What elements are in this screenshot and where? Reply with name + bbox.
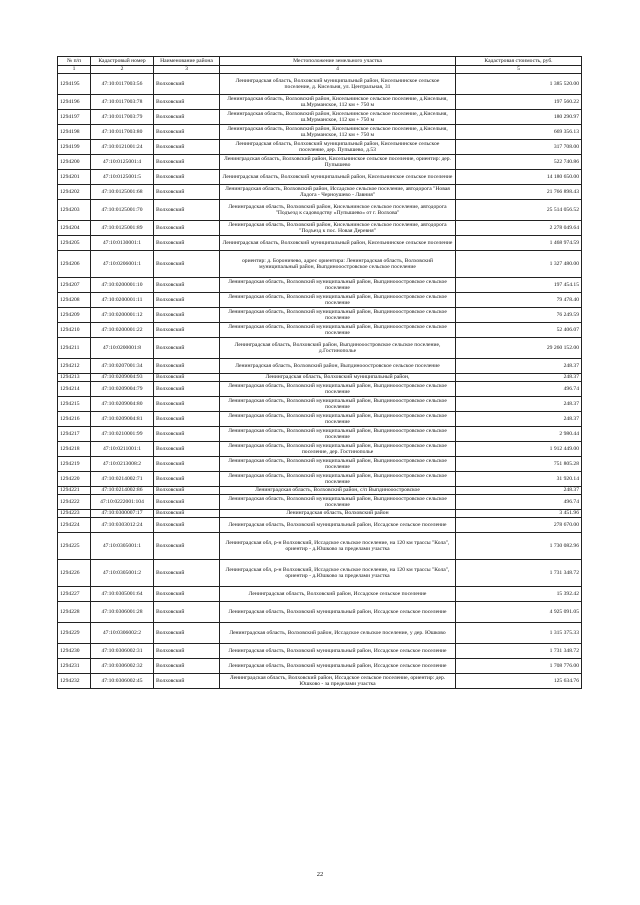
cadastral-value: 1 730 082.96	[456, 533, 582, 560]
table-row	[58, 221, 582, 236]
location-address: Ленинградская область, Волховский муниципальный район, Выпдинооостровское сельское поселение	[220, 412, 456, 427]
district-name: Волховский	[154, 359, 220, 374]
cadastral-value: 496.74	[456, 382, 582, 397]
row-number: 1294223	[58, 510, 91, 518]
location-address: Ленинградская область, Волховский муниципальный район, Выпдинооостровское сельское поселение	[220, 427, 456, 442]
cadastral-number: 47:10:0207001:34	[91, 359, 154, 374]
table-row	[58, 323, 582, 338]
location-address: Ленинградская область, Волховский район, Кисельнинское сельское поселение, автодорога "Подъезд к пос. Новая Деревня"	[220, 221, 456, 236]
cadastral-value: 31 920.14	[456, 472, 582, 487]
table-row	[58, 155, 582, 170]
cadastral-number: 47:10:0306001:28	[91, 602, 154, 623]
location-address: Ленинградская область, Волховский район, с/п Выпдинооостровское	[220, 487, 456, 495]
row-number: 1294218	[58, 442, 91, 457]
location-address: Ленинградская область, Волховский муниципальный район, Выпдинооостровское сельское поселение	[220, 472, 456, 487]
location-address: Ленинградская область, Волховский муниципальный район,	[220, 374, 456, 382]
cadastral-value: 180 290.97	[456, 110, 582, 125]
row-number: 1294204	[58, 221, 91, 236]
district-name: Волховский	[154, 308, 220, 323]
table-row	[58, 487, 582, 495]
cadastral-value: 669 356.13	[456, 125, 582, 140]
row-number: 1294224	[58, 518, 91, 533]
row-number: 1294198	[58, 125, 91, 140]
cadastral-value: 52 406.07	[456, 323, 582, 338]
cadastral-number: 47:10:0130001:1	[91, 236, 154, 251]
table-row	[58, 278, 582, 293]
table-row	[58, 338, 582, 359]
district-name: Волховский	[154, 457, 220, 472]
cadastral-number: 47:10:0306002:32	[91, 659, 154, 674]
cadastral-value: 2 980.44	[456, 427, 582, 442]
district-name: Волховский	[154, 236, 220, 251]
cadastral-number: 47:10:0125001:89	[91, 221, 154, 236]
cadastral-number: 47:10:0200001:22	[91, 323, 154, 338]
district-name: Волховский	[154, 200, 220, 221]
table-row	[58, 659, 582, 674]
cadastral-number: 47:10:0125001:70	[91, 200, 154, 221]
district-name: Волховский	[154, 412, 220, 427]
location-address: Ленинградская область, Волховский муниципальный район, Иссадское сельское поселение	[220, 659, 456, 674]
cadastral-number: 47:10:0200001:11	[91, 293, 154, 308]
location-address: Ленинградская область, Волховский муниципальный район, Кисельнинское сельское поселение, дер. Пупышево, д.53	[220, 140, 456, 155]
cadastral-value: 4 925 091.05	[456, 602, 582, 623]
table-row	[58, 308, 582, 323]
district-name: Волховский	[154, 278, 220, 293]
cadastral-value: 2 278 049.64	[456, 221, 582, 236]
cadastral-value: 1 912 449.00	[456, 442, 582, 457]
table-row	[58, 674, 582, 689]
cadastral-number: 47:10:0200001:12	[91, 308, 154, 323]
table-row	[58, 251, 582, 278]
row-number: 1294222	[58, 495, 91, 510]
cadastral-value: 522 740.86	[456, 155, 582, 170]
cadastral-number: 47:10:0117003:79	[91, 110, 154, 125]
table-row	[58, 510, 582, 518]
table-row	[58, 457, 582, 472]
cadastral-value: 248.37	[456, 487, 582, 495]
district-name: Волховский	[154, 95, 220, 110]
row-number: 1294200	[58, 155, 91, 170]
district-name: Волховский	[154, 293, 220, 308]
row-number: 1294202	[58, 185, 91, 200]
cadastral-number: 47:10:0200001:8	[91, 338, 154, 359]
cadastral-number: 47:10:0200001:10	[91, 278, 154, 293]
cadastral-value: 1 327 480.00	[456, 251, 582, 278]
table-row	[58, 170, 582, 185]
cadastral-number: 47:10:0214002:71	[91, 472, 154, 487]
district-name: Волховский	[154, 323, 220, 338]
row-number: 1294208	[58, 293, 91, 308]
table-row	[58, 602, 582, 623]
cadastral-number: 47:10:0213008:2	[91, 457, 154, 472]
header-no: № п/п	[58, 57, 91, 66]
cadastral-number: 47:10:0121001:24	[91, 140, 154, 155]
cadastral-value: 496.74	[456, 495, 582, 510]
district-name: Волховский	[154, 221, 220, 236]
location-address: Ленинградская область, Волховский муниципальный район, Выпдинооостровское сельское поселение	[220, 308, 456, 323]
table-row	[58, 382, 582, 397]
cadastral-number: 47:10:0214002:86	[91, 487, 154, 495]
district-name: Волховский	[154, 170, 220, 185]
district-name: Волховский	[154, 623, 220, 644]
location-address: Ленинградская область, Волховский муниципальный район, Кисельнинское сельское поселение	[220, 170, 456, 185]
table-row	[58, 140, 582, 155]
district-name: Волховский	[154, 487, 220, 495]
location-address: Ленинградская область, Волховский муниципальный район, Выпдинооостровское сельское поселение	[220, 397, 456, 412]
cadastral-number: 47:10:0209004:81	[91, 412, 154, 427]
location-address: Ленинградская область, Волховский муниципальный район, Кисельнинское сельское поселение, д. Кисельня, ул. Центральная, 31	[220, 74, 456, 95]
cadastral-number: 47:10:0306002:45	[91, 674, 154, 689]
location-address: Ленинградская обл, р-н Волховский, Иссадское сельское поселение, на 120 км трассы "Кола", ориентир - д.Юшково за пределами участка	[220, 560, 456, 587]
cadastral-number: 47:10:0306002:2	[91, 623, 154, 644]
row-number: 1294219	[58, 457, 91, 472]
column-number: 3	[154, 66, 220, 74]
district-name: Волховский	[154, 338, 220, 359]
cadastral-value: 197 560.22	[456, 95, 582, 110]
cadastral-value: 317 708.00	[456, 140, 582, 155]
district-name: Волховский	[154, 659, 220, 674]
location-address: Ленинградская область, Волховский муниципальный район, Иссадское сельское поселение	[220, 644, 456, 659]
cadastral-value: 3 451.96	[456, 510, 582, 518]
table-header-row	[58, 57, 582, 66]
column-number: 1	[58, 66, 91, 74]
cadastral-value: 25 514 056.52	[456, 200, 582, 221]
table-row	[58, 374, 582, 382]
district-name: Волховский	[154, 140, 220, 155]
location-address: Ленинградская область, Волховский район, Кисельнинское сельское поселение, д.Кисельня, ш.Мурманское, 112 км + 750 м	[220, 95, 456, 110]
cadastral-number: 47:10:0206001:1	[91, 251, 154, 278]
district-name: Волховский	[154, 533, 220, 560]
location-address: Ленинградская область, Волховский район	[220, 510, 456, 518]
location-address: Ленинградская область, Волховский муниципальный район, Выпдинооостровское сельское поселение	[220, 457, 456, 472]
cadastral-value: 248.37	[456, 359, 582, 374]
table-row	[58, 74, 582, 95]
row-number: 1294197	[58, 110, 91, 125]
district-name: Волховский	[154, 510, 220, 518]
cadastral-number: 47:10:0117003:56	[91, 74, 154, 95]
cadastral-number: 47:10:0125001:68	[91, 185, 154, 200]
table-row	[58, 185, 582, 200]
row-number: 1294211	[58, 338, 91, 359]
cadastral-number: 47:10:0209004:93	[91, 374, 154, 382]
row-number: 1294231	[58, 659, 91, 674]
district-name: Волховский	[154, 110, 220, 125]
table-row	[58, 442, 582, 457]
table-row	[58, 623, 582, 644]
cadastral-number: 47:10:0125001:5	[91, 170, 154, 185]
page-number: 22	[316, 871, 324, 878]
location-address: Ленинградская область, Волховский район, Кисельнинское сельское поселение, ориентир: дер. Пупышево	[220, 155, 456, 170]
cadastral-number: 47:10:0125001:4	[91, 155, 154, 170]
location-address: Ленинградская область, Волховский муниципальный район, Выпдинооостровское сельское поселение	[220, 293, 456, 308]
table-row	[58, 125, 582, 140]
location-address: Ленинградская область, Волховский муниципальный район, Иссадское сельское поселение	[220, 518, 456, 533]
row-number: 1294232	[58, 674, 91, 689]
cadastral-value: 76 249.59	[456, 308, 582, 323]
location-address: Ленинградская область, Волховский район, Выпдинооостровское сельское поселение	[220, 359, 456, 374]
location-address: ориентир: д. Бороничево, адрес ориентира: Ленинградская область, Волховский муниципальный район, Выпдинооостровское сельское поселение	[220, 251, 456, 278]
cadastral-number: 47:10:0303012:24	[91, 518, 154, 533]
district-name: Волховский	[154, 397, 220, 412]
table-row	[58, 644, 582, 659]
cadastral-value: 1 468 974.59	[456, 236, 582, 251]
district-name: Волховский	[154, 155, 220, 170]
cadastral-value: 125 634.76	[456, 674, 582, 689]
cadastral-value: 79 478.40	[456, 293, 582, 308]
table-row	[58, 397, 582, 412]
row-number: 1294225	[58, 533, 91, 560]
district-name: Волховский	[154, 427, 220, 442]
district-name: Волховский	[154, 374, 220, 382]
row-number: 1294221	[58, 487, 91, 495]
district-name: Волховский	[154, 125, 220, 140]
row-number: 1294199	[58, 140, 91, 155]
row-number: 1294213	[58, 374, 91, 382]
location-address: Ленинградская область, Волховский район, Выпдинооостровское сельское поселение, д.Гостинополье	[220, 338, 456, 359]
location-address: Ленинградская область, Волховский район, Кисельнинское сельское поселение, автодорога "Подъезд к садоводству «Пупышево» от г. Волхова"	[220, 200, 456, 221]
cadastral-number: 47:10:0210001:99	[91, 427, 154, 442]
row-number: 1294220	[58, 472, 91, 487]
cadastral-number: 47:10:0209004:79	[91, 382, 154, 397]
cadastral-number: 47:10:0305001:1	[91, 533, 154, 560]
district-name: Волховский	[154, 382, 220, 397]
cadastral-value: 21 766 898.43	[456, 185, 582, 200]
row-number: 1294203	[58, 200, 91, 221]
table-row	[58, 560, 582, 587]
district-name: Волховский	[154, 472, 220, 487]
location-address: Ленинградская область, Волховский муниципальный район, Выпдинооостровское сельское поселение, дер. Гостинополье	[220, 442, 456, 457]
location-address: Ленинградская область, Волховский муниципальный район, Выпдинооостровское сельское поселение	[220, 323, 456, 338]
row-number: 1294214	[58, 382, 91, 397]
cadastral-value: 1 731 348.72	[456, 560, 582, 587]
cadastral-value: 1 708 776.00	[456, 659, 582, 674]
district-name: Волховский	[154, 587, 220, 602]
header-location: Местоположение земельного участка	[220, 57, 456, 66]
table-row	[58, 587, 582, 602]
row-number: 1294217	[58, 427, 91, 442]
row-number: 1294201	[58, 170, 91, 185]
cadastral-value: 1 731 348.72	[456, 644, 582, 659]
cadastral-number: 47:10:0117003:80	[91, 125, 154, 140]
table-row	[58, 495, 582, 510]
table-row	[58, 110, 582, 125]
row-number: 1294227	[58, 587, 91, 602]
cadastral-value: 248.37	[456, 412, 582, 427]
table-row	[58, 200, 582, 221]
location-address: Ленинградская область, Волховский район, Иссадское сельское поселение, ориентир: дер. Юшково - за пределами участка	[220, 674, 456, 689]
cadastral-number: 47:10:0211001:1	[91, 442, 154, 457]
cadastral-value: 1 385 520.00	[456, 74, 582, 95]
cadastral-value: 278 670.00	[456, 518, 582, 533]
location-address: Ленинградская область, Волховский муниципальный район, Выпдинооостровское сельское поселение	[220, 278, 456, 293]
table-row	[58, 95, 582, 110]
header-cadastral-number: Кадастровый номер	[91, 57, 154, 66]
row-number: 1294207	[58, 278, 91, 293]
location-address: Ленинградская область, Волховский муниципальный район, Выпдинооостровское сельское поселение	[220, 382, 456, 397]
location-address: Ленинградская область, Волховский муниципальный район, Иссадское сельское поселение	[220, 602, 456, 623]
district-name: Волховский	[154, 74, 220, 95]
column-number-row	[58, 66, 582, 74]
column-number: 5	[456, 66, 582, 74]
district-name: Волховский	[154, 602, 220, 623]
cadastral-number: 47:10:0222001:104	[91, 495, 154, 510]
location-address: Ленинградская область, Волховский район, Кисельнинское сельское поселение, д.Кисельня, ш.Мурманское, 112 км + 750 м	[220, 110, 456, 125]
table-row	[58, 518, 582, 533]
cadastral-number: 47:10:0306002:31	[91, 644, 154, 659]
table-row	[58, 427, 582, 442]
cadastral-value: 14 180 650.00	[456, 170, 582, 185]
cadastral-value: 751 805.28	[456, 457, 582, 472]
cadastral-value: 197 454.15	[456, 278, 582, 293]
location-address: Ленинградская область, Волховский район, Иссадское сельское поселение	[220, 587, 456, 602]
district-name: Волховский	[154, 495, 220, 510]
district-name: Волховский	[154, 518, 220, 533]
row-number: 1294229	[58, 623, 91, 644]
cadastral-number: 47:10:0305001:64	[91, 587, 154, 602]
cadastral-value: 248.37	[456, 397, 582, 412]
location-address: Ленинградская область, Волховский муниципальный район, Кисельнинское сельское поселение	[220, 236, 456, 251]
column-number: 4	[220, 66, 456, 74]
row-number: 1294209	[58, 308, 91, 323]
cadastral-value-table	[57, 56, 582, 689]
header-district: Наименование района	[154, 57, 220, 66]
table-row	[58, 533, 582, 560]
row-number: 1294215	[58, 397, 91, 412]
cadastral-value: 15 392.42	[456, 587, 582, 602]
row-number: 1294226	[58, 560, 91, 587]
row-number: 1294210	[58, 323, 91, 338]
district-name: Волховский	[154, 644, 220, 659]
cadastral-value: 29 260 152.00	[456, 338, 582, 359]
row-number: 1294195	[58, 74, 91, 95]
table-row	[58, 236, 582, 251]
row-number: 1294212	[58, 359, 91, 374]
header-cadastral-value: Кадастровая стоимость, руб.	[456, 57, 582, 66]
location-address: Ленинградская область, Волховский район, Иссадское сельское поселение, у дер. Юшково	[220, 623, 456, 644]
table-row	[58, 359, 582, 374]
table-row	[58, 412, 582, 427]
row-number: 1294230	[58, 644, 91, 659]
district-name: Волховский	[154, 674, 220, 689]
cadastral-number: 47:10:0209004:80	[91, 397, 154, 412]
location-address: Ленинградская область, Волховский район, Кисельнинское сельское поселение, д.Кисельня, ш.Мурманское, 112 км + 750 м	[220, 125, 456, 140]
row-number: 1294228	[58, 602, 91, 623]
cadastral-number: 47:10:0300007:17	[91, 510, 154, 518]
location-address: Ленинградская обл, р-н Волховский, Иссадское сельское поселение, на 120 км трассы "Кола", ориентир - д.Юшково за пределами участка	[220, 533, 456, 560]
column-number: 2	[91, 66, 154, 74]
location-address: Ленинградская область, Волховский муниципальный район, Выпдинооостровское сельское поселение	[220, 495, 456, 510]
row-number: 1294206	[58, 251, 91, 278]
location-address: Ленинградская область, Волховский район, Иссадское сельское поселение, автодорога "Новая Ладога - Черноушево - Лавния"	[220, 185, 456, 200]
district-name: Волховский	[154, 560, 220, 587]
row-number: 1294216	[58, 412, 91, 427]
row-number: 1294196	[58, 95, 91, 110]
district-name: Волховский	[154, 442, 220, 457]
cadastral-number: 47:10:0305001:2	[91, 560, 154, 587]
table-row	[58, 472, 582, 487]
cadastral-number: 47:10:0117003:78	[91, 95, 154, 110]
cadastral-value: 248.37	[456, 374, 582, 382]
district-name: Волховский	[154, 251, 220, 278]
cadastral-value: 1 315 375.33	[456, 623, 582, 644]
row-number: 1294205	[58, 236, 91, 251]
table-row	[58, 293, 582, 308]
district-name: Волховский	[154, 185, 220, 200]
